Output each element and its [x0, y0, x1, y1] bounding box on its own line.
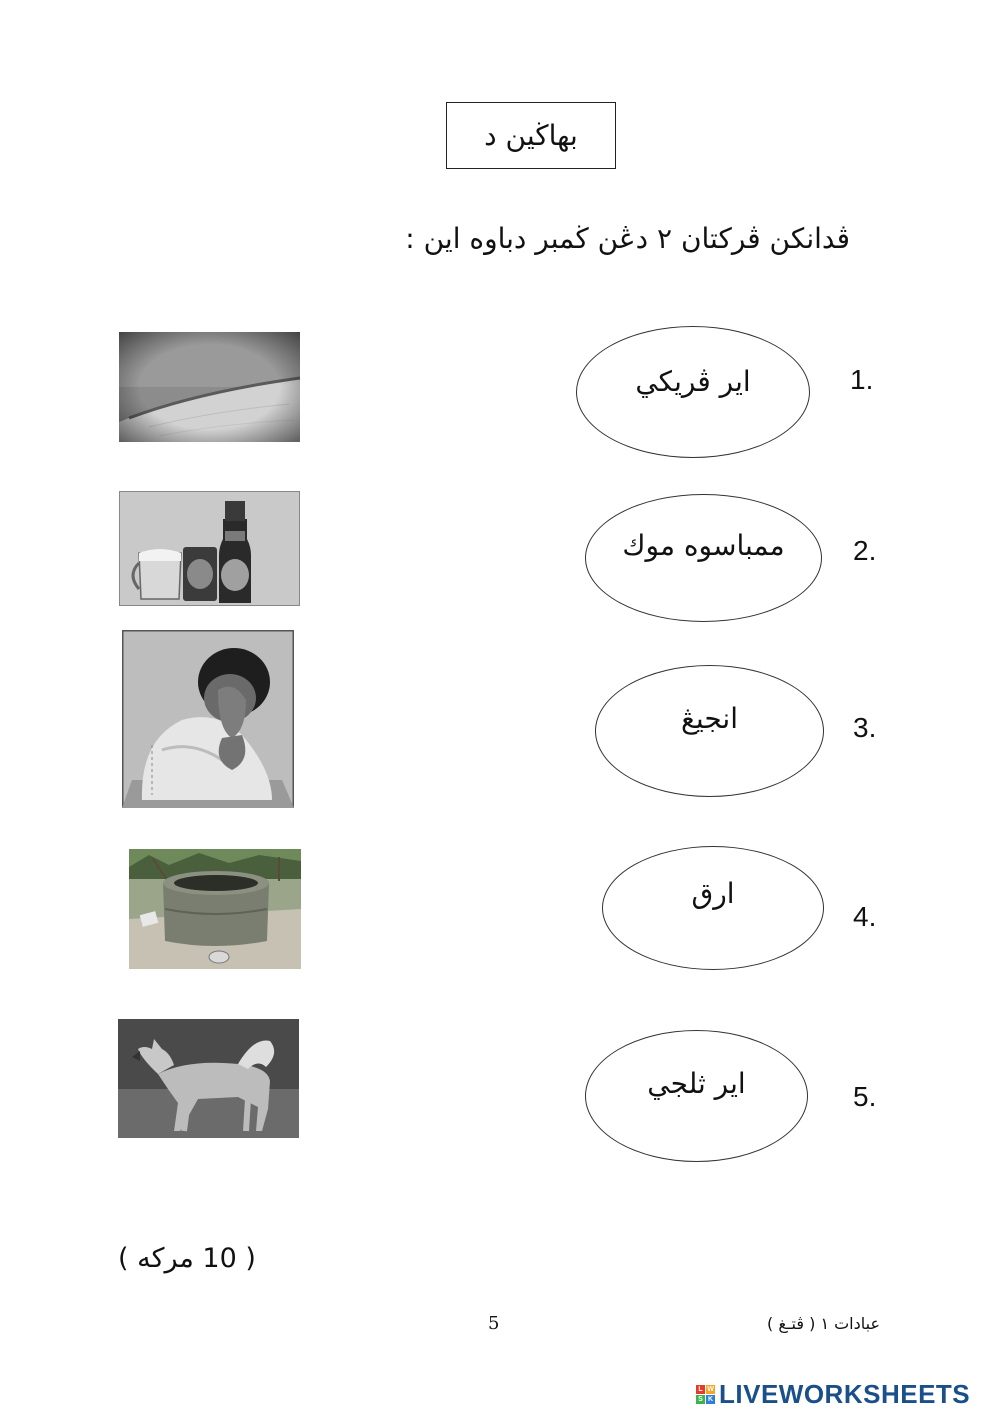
logo-tile: W [707, 1385, 714, 1393]
word-oval-3[interactable] [595, 665, 824, 797]
boy-praying-image[interactable] [122, 630, 294, 808]
word-label: اير ڤريكي [635, 365, 751, 398]
liveworksheets-brand[interactable] [696, 1376, 970, 1412]
dog-image[interactable] [118, 1019, 299, 1138]
item-number: 1. [850, 364, 874, 395]
page-number: 5 [488, 1313, 500, 1334]
section-title-box [446, 102, 616, 169]
word-oval-4[interactable] [602, 846, 824, 970]
stone-well-image[interactable] [129, 849, 301, 969]
word-oval-2[interactable] [585, 494, 822, 622]
word-label: ممباسوه موك [622, 529, 785, 562]
desert-sand-image[interactable] [119, 332, 300, 442]
word-label: اير ثلجي [647, 1067, 746, 1100]
total-marks: ( 10 مركه ) [118, 1243, 256, 1274]
logo-tile: K [707, 1395, 714, 1403]
footer-subject: عبادات ١ ( ڤتـغ ) [767, 1314, 880, 1333]
word-label: ارق [691, 877, 735, 910]
item-number: 4. [853, 901, 877, 932]
instruction-text: ڤدانکن ڤرکتان ٢ دڠن ڬمبر دباوه اين : [405, 222, 850, 255]
word-label: انجيڠ [681, 702, 738, 735]
brand-name: LIVEWORKSHEETS [719, 1378, 971, 1409]
item-number: 3. [853, 712, 877, 743]
liveworksheets-logo-icon [696, 1385, 715, 1404]
word-oval-5[interactable] [585, 1030, 808, 1162]
item-number: 5. [853, 1081, 877, 1112]
logo-tile: L [696, 1385, 705, 1394]
section-title: بهاڬين د [484, 119, 578, 152]
word-oval-1[interactable] [576, 326, 810, 458]
logo-tile: S [696, 1395, 705, 1404]
beer-bottles-image[interactable] [119, 491, 300, 606]
item-number: 2. [853, 535, 877, 566]
